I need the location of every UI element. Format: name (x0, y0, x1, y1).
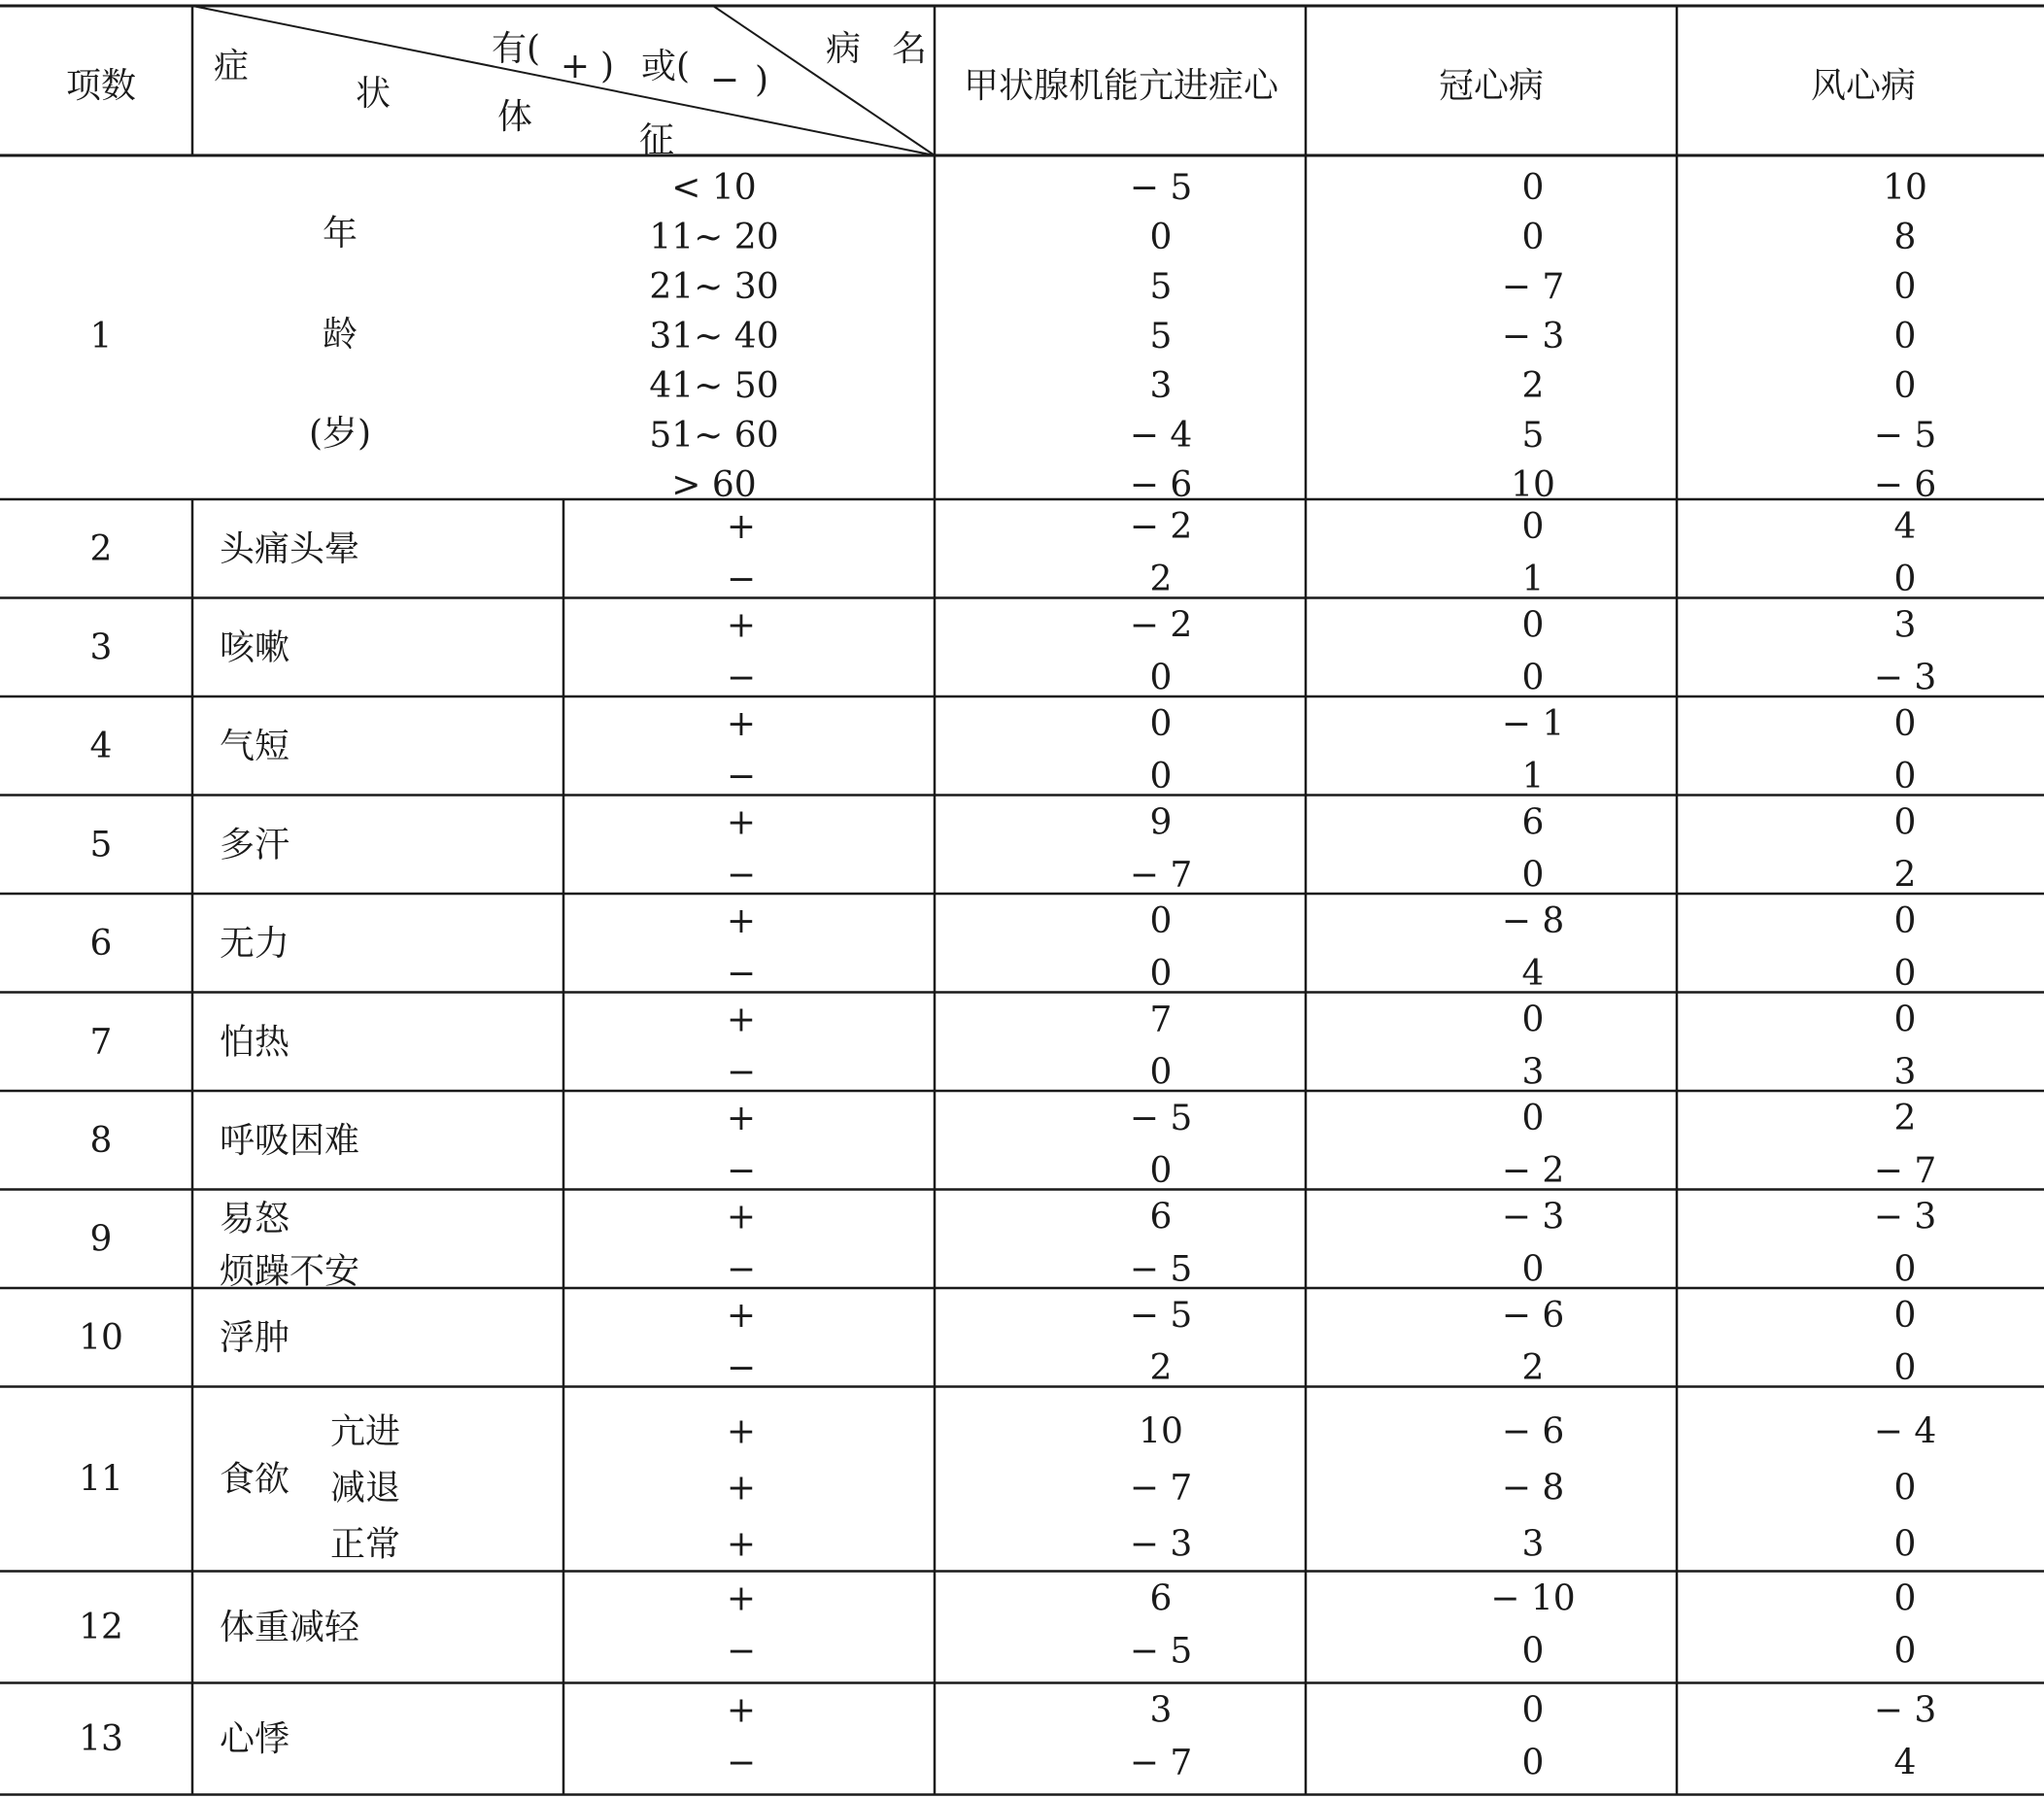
score-cell: − 10 (1490, 1578, 1576, 1619)
presence-sign: + (726, 1411, 757, 1452)
diagonal-label-presence: 有( (492, 29, 541, 69)
presence-sign: + (726, 507, 757, 547)
score-cell: 0 (1893, 366, 1917, 406)
score-cell: 2 (1893, 855, 1917, 896)
score-cell: 0 (1521, 605, 1545, 646)
score-cell: 2 (1521, 1348, 1545, 1388)
score-cell: 0 (1893, 1000, 1917, 1040)
score-cell: 0 (1521, 855, 1545, 896)
score-cell: − 7 (1129, 1468, 1193, 1509)
score-cell: 0 (1893, 954, 1917, 994)
score-cell: 4 (1893, 1743, 1917, 1783)
score-cell: 2 (1521, 366, 1545, 406)
score-cell: 0 (1521, 507, 1545, 547)
diagonal-label-or: 或( (641, 47, 691, 86)
table-body (79, 168, 1936, 1783)
score-cell: 3 (1521, 1524, 1545, 1565)
score-cell: − 8 (1501, 1468, 1565, 1509)
score-cell: 0 (1149, 757, 1173, 797)
age-range: 41~ 50 (649, 366, 779, 406)
score-cell: 0 (1893, 1296, 1917, 1336)
diagonal-label-plus: + (560, 47, 591, 86)
score-cell: 0 (1521, 1249, 1545, 1290)
row-number: 10 (79, 1317, 123, 1358)
score-cell: 1 (1521, 757, 1545, 797)
score-cell: − 7 (1129, 855, 1193, 896)
score-cell: − 5 (1129, 1249, 1193, 1290)
presence-sign: + (726, 802, 757, 843)
score-cell: − 2 (1129, 605, 1193, 646)
score-cell: 10 (1139, 1411, 1183, 1452)
row-number: 3 (89, 628, 113, 668)
symptom-subitem: 亢进 (329, 1411, 401, 1452)
score-cell: 0 (1893, 1348, 1917, 1388)
score-cell: 0 (1521, 1690, 1545, 1731)
score-cell: 0 (1521, 1743, 1545, 1783)
score-cell: 0 (1893, 704, 1917, 744)
symptom-subitem: 正常 (329, 1524, 401, 1565)
presence-sign: − (726, 1151, 757, 1191)
row-number: 12 (79, 1608, 123, 1647)
presence-sign: − (726, 1249, 757, 1290)
score-cell: 5 (1149, 267, 1173, 307)
score-cell: 0 (1149, 218, 1173, 257)
symptom-name: 浮肿 (220, 1317, 290, 1358)
score-cell: 0 (1149, 901, 1173, 941)
score-cell: 8 (1893, 218, 1917, 257)
score-cell: 7 (1149, 1000, 1173, 1040)
score-cell: 9 (1149, 802, 1173, 843)
score-cell: 2 (1149, 1348, 1173, 1388)
row-number: 6 (89, 923, 113, 964)
score-cell: 0 (1521, 218, 1545, 257)
header-disease-1: 甲状腺机能亢进症心 (963, 66, 1279, 106)
age-label: 龄 (322, 315, 358, 355)
symptom-name: 呼吸困难 (220, 1120, 360, 1161)
score-cell: 4 (1521, 954, 1545, 994)
score-cell: 6 (1149, 1578, 1173, 1619)
presence-sign: + (726, 704, 757, 744)
score-cell: − 6 (1501, 1296, 1565, 1336)
presence-sign: − (726, 855, 757, 896)
score-cell: 0 (1893, 560, 1917, 599)
score-cell: 0 (1893, 267, 1917, 307)
score-cell: − 3 (1501, 317, 1565, 356)
table-grid (0, 6, 2044, 1795)
diagonal-label-minus: − (709, 60, 740, 100)
score-cell: − 3 (1873, 1690, 1937, 1731)
score-cell: 0 (1149, 704, 1173, 744)
symptom-name: 易怒 (220, 1199, 290, 1239)
score-cell: − 7 (1501, 267, 1565, 307)
score-cell: 0 (1893, 901, 1917, 941)
score-cell: − 5 (1129, 168, 1193, 208)
score-cell: 5 (1149, 317, 1173, 356)
age-range: 11~ 20 (649, 218, 779, 257)
score-cell: − 6 (1501, 1411, 1565, 1452)
score-cell: 0 (1893, 757, 1917, 797)
presence-sign: − (726, 1631, 757, 1672)
row-number: 13 (79, 1719, 123, 1759)
header-disease-2: 冠心病 (1438, 66, 1545, 106)
score-cell: 3 (1149, 1690, 1173, 1731)
score-cell: 3 (1149, 366, 1173, 406)
score-cell: 0 (1521, 658, 1545, 698)
score-cell: − 4 (1873, 1411, 1937, 1452)
presence-sign: + (726, 605, 757, 646)
diagonal-label-sign-1: 体 (496, 97, 533, 137)
symptom-name: 咳嗽 (220, 628, 290, 668)
score-cell: 0 (1149, 1052, 1173, 1093)
score-cell: 0 (1521, 1000, 1545, 1040)
diagonal-label-close-2: ) (754, 60, 769, 100)
diagonal-label-disease-2: 名 (891, 29, 928, 69)
score-cell: 0 (1149, 658, 1173, 698)
symptom-name: 多汗 (220, 825, 290, 865)
row-number: 7 (89, 1022, 113, 1063)
score-cell: − 5 (1129, 1296, 1193, 1336)
row-number: 1 (89, 317, 113, 356)
score-cell: − 3 (1501, 1197, 1565, 1238)
score-cell: 3 (1893, 1052, 1917, 1093)
presence-sign: + (726, 1690, 757, 1731)
age-range: > 60 (671, 465, 757, 505)
table-header (66, 29, 1916, 160)
score-cell: 0 (1893, 1578, 1917, 1619)
symptom-subitem: 减退 (329, 1468, 401, 1509)
score-cell: 10 (1511, 465, 1555, 505)
age-range: 21~ 30 (649, 267, 779, 307)
score-cell: 4 (1893, 507, 1917, 547)
score-cell: 6 (1149, 1197, 1173, 1238)
score-cell: 2 (1893, 1099, 1917, 1138)
symptom-name: 烦躁不安 (220, 1251, 360, 1292)
row-number: 5 (89, 825, 113, 865)
row-number: 4 (89, 726, 113, 766)
score-cell: 10 (1883, 168, 1927, 208)
score-cell: 0 (1893, 1524, 1917, 1565)
score-cell: − 2 (1129, 507, 1193, 547)
score-cell: 0 (1893, 1468, 1917, 1509)
score-cell: − 3 (1873, 658, 1937, 698)
diagonal-label-sign-2: 征 (638, 120, 675, 160)
age-range: 51~ 60 (649, 416, 779, 456)
presence-sign: − (726, 1743, 757, 1783)
score-cell: 3 (1893, 605, 1917, 646)
presence-sign: − (726, 658, 757, 698)
age-range: < 10 (671, 168, 757, 208)
presence-sign: + (726, 1524, 757, 1565)
score-cell: 2 (1149, 560, 1173, 599)
symptom-name: 食欲 (220, 1459, 290, 1500)
presence-sign: − (726, 1348, 757, 1388)
score-cell: 1 (1521, 560, 1545, 599)
presence-sign: + (726, 901, 757, 941)
presence-sign: + (726, 1578, 757, 1619)
presence-sign: − (726, 1052, 757, 1093)
presence-sign: + (726, 1197, 757, 1238)
score-cell: − 3 (1873, 1197, 1937, 1238)
presence-sign: + (726, 1296, 757, 1336)
symptom-name: 体重减轻 (220, 1608, 360, 1647)
symptom-name: 头痛头晕 (220, 528, 360, 569)
age-range: 31~ 40 (649, 317, 779, 356)
score-cell: 0 (1893, 1249, 1917, 1290)
presence-sign: − (726, 954, 757, 994)
score-cell: 0 (1149, 1151, 1173, 1191)
presence-sign: − (726, 560, 757, 599)
score-cell: − 7 (1873, 1151, 1937, 1191)
row-number: 11 (79, 1459, 123, 1500)
score-cell: 0 (1521, 1099, 1545, 1138)
score-cell: 6 (1521, 802, 1545, 843)
row-number: 8 (89, 1120, 113, 1161)
age-label: 年 (322, 214, 358, 254)
score-cell: − 6 (1873, 465, 1937, 505)
score-cell: 3 (1521, 1052, 1545, 1093)
age-label: (岁) (308, 414, 372, 454)
score-cell: − 6 (1129, 465, 1193, 505)
presence-sign: + (726, 1099, 757, 1138)
score-cell: 0 (1521, 1631, 1545, 1672)
header-disease-3: 风心病 (1810, 66, 1917, 106)
presence-sign: + (726, 1468, 757, 1509)
score-cell: 0 (1893, 317, 1917, 356)
row-number: 9 (89, 1219, 113, 1260)
score-cell: − 1 (1501, 704, 1565, 744)
symptom-name: 气短 (220, 726, 290, 766)
symptom-name: 无力 (220, 923, 290, 964)
symptom-name: 心悸 (220, 1719, 290, 1759)
presence-sign: + (726, 1000, 757, 1040)
score-cell: − 2 (1501, 1151, 1565, 1191)
row-number: 2 (89, 528, 113, 569)
score-cell: 0 (1521, 168, 1545, 208)
score-cell: 0 (1149, 954, 1173, 994)
score-cell: 0 (1893, 1631, 1917, 1672)
score-cell: 5 (1521, 416, 1545, 456)
presence-sign: − (726, 757, 757, 797)
diagonal-label-close-1: ) (599, 47, 615, 86)
score-cell: − 5 (1873, 416, 1937, 456)
diagonal-label-disease-1: 病 (825, 29, 862, 69)
score-cell: − 7 (1129, 1743, 1193, 1783)
diagonal-label-symptom-2: 状 (355, 74, 392, 114)
score-cell: − 8 (1501, 901, 1565, 941)
header-item-no: 项数 (65, 66, 137, 106)
score-cell: − 5 (1129, 1099, 1193, 1138)
diagonal-label-symptom-1: 症 (213, 47, 250, 86)
score-cell: 0 (1893, 802, 1917, 843)
score-cell: − 3 (1129, 1524, 1193, 1565)
score-cell: − 4 (1129, 416, 1193, 456)
score-cell: − 5 (1129, 1631, 1193, 1672)
symptom-name: 怕热 (220, 1022, 290, 1063)
